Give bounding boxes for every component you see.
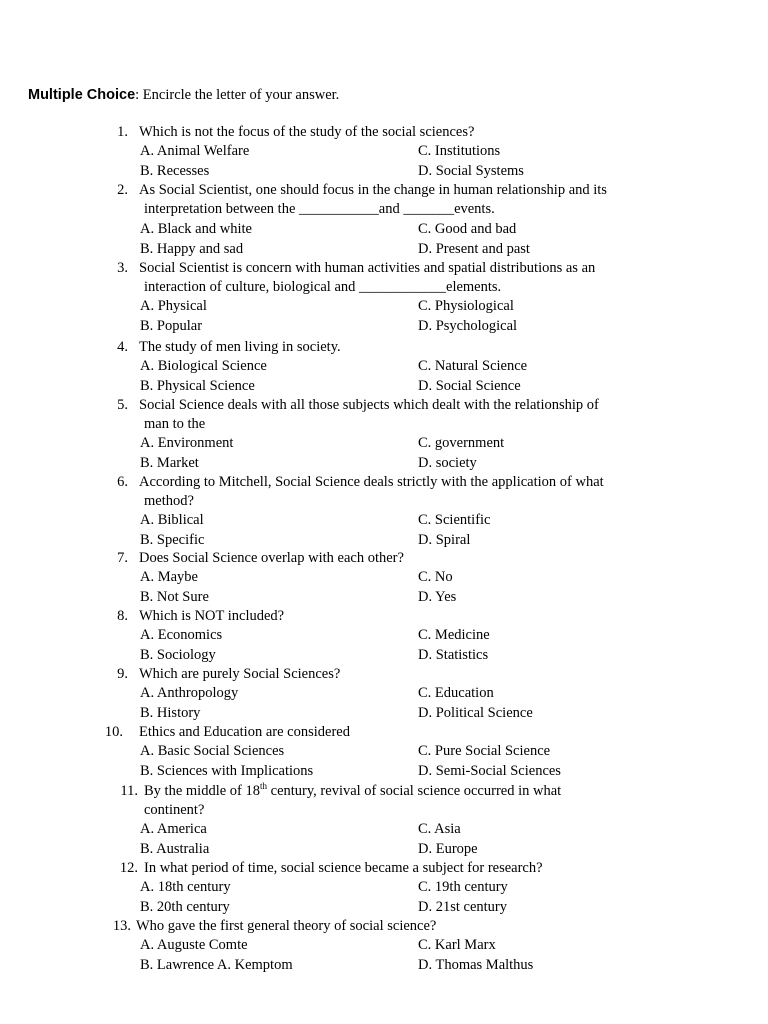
superscript-th: th bbox=[260, 781, 268, 792]
option-b[interactable]: B. Lawrence A. Kemptom bbox=[140, 956, 293, 973]
question-text-continued: continent? bbox=[144, 802, 205, 818]
option-d[interactable]: D. Political Science bbox=[418, 704, 533, 721]
option-d[interactable]: D. Social Systems bbox=[418, 162, 524, 179]
option-c[interactable]: C. Good and bad bbox=[418, 221, 517, 237]
option-b[interactable]: B. Sciences with Implications bbox=[140, 762, 314, 779]
question-number: 4. bbox=[117, 339, 128, 355]
option-b[interactable]: B. 20th century bbox=[140, 898, 230, 915]
question-text: The study of men living in society. bbox=[139, 339, 341, 355]
question-text-continued: method? bbox=[144, 493, 194, 509]
option-c[interactable]: C. Karl Marx bbox=[418, 937, 496, 953]
question-text: As Social Scientist, one should focus in the change in human relationship and its bbox=[139, 182, 607, 198]
option-b[interactable]: B. Sociology bbox=[140, 646, 216, 663]
question-number: 8. bbox=[117, 608, 128, 624]
question-number: 5. bbox=[117, 397, 128, 413]
option-a[interactable]: A. 18th century bbox=[140, 879, 231, 895]
option-a[interactable]: A. Economics bbox=[140, 627, 223, 643]
option-a[interactable]: A. Auguste Comte bbox=[140, 937, 248, 953]
question-text: In what period of time, social science became a subject for research? bbox=[144, 860, 543, 876]
question-number: 12. bbox=[119, 860, 138, 876]
option-c[interactable]: C. Pure Social Science bbox=[418, 743, 551, 759]
question-text: By the middle of 18th century, revival of social science occurred in what bbox=[144, 781, 562, 799]
option-b[interactable]: B. Specific bbox=[140, 531, 205, 548]
option-d[interactable]: D. Europe bbox=[418, 840, 478, 857]
option-d[interactable]: D. Thomas Malthus bbox=[418, 956, 534, 973]
question-1 bbox=[0, 123, 768, 181]
question-5 bbox=[0, 396, 768, 473]
option-b[interactable]: B. History bbox=[140, 704, 201, 721]
option-a[interactable]: A. Maybe bbox=[140, 569, 198, 585]
question-text-continued: man to the bbox=[144, 416, 206, 432]
option-c[interactable]: C. Education bbox=[418, 685, 494, 701]
question-text: Which is NOT included? bbox=[139, 608, 285, 624]
question-number: 6. bbox=[117, 474, 128, 490]
question-text: Social Science deals with all those subjects which dealt with the relationship of bbox=[139, 397, 599, 413]
option-b[interactable]: B. Happy and sad bbox=[140, 240, 244, 257]
question-text: Social Scientist is concern with human activities and spatial distributions as an bbox=[139, 260, 596, 276]
option-c[interactable]: C. 19th century bbox=[418, 879, 508, 895]
option-c[interactable]: C. Medicine bbox=[418, 627, 490, 643]
option-a[interactable]: A. Anthropology bbox=[140, 685, 239, 701]
question-8 bbox=[0, 607, 768, 665]
option-d[interactable]: D. Social Science bbox=[418, 377, 521, 394]
question-11 bbox=[0, 782, 768, 859]
question-4 bbox=[0, 338, 768, 396]
option-c[interactable]: C. Institutions bbox=[418, 143, 501, 159]
option-c[interactable]: C. government bbox=[418, 435, 505, 451]
question-number: 10. bbox=[104, 724, 123, 740]
section-label: Multiple Choice bbox=[28, 87, 136, 103]
question-text: Does Social Science overlap with each other? bbox=[139, 550, 404, 566]
question-text-continued: interaction of culture, biological and ____________elements. bbox=[144, 279, 502, 295]
option-d[interactable]: D. Present and past bbox=[418, 240, 530, 257]
instruction-text: : Encircle the letter of your answer. bbox=[135, 87, 340, 103]
option-b[interactable]: B. Popular bbox=[140, 317, 203, 334]
question-13 bbox=[0, 917, 768, 975]
option-d[interactable]: D. Psychological bbox=[418, 317, 518, 334]
option-c[interactable]: C. Physiological bbox=[418, 298, 514, 314]
question-10 bbox=[0, 723, 768, 781]
option-b[interactable]: B. Physical Science bbox=[140, 377, 255, 394]
question-3 bbox=[0, 259, 768, 336]
option-c[interactable]: C. Natural Science bbox=[418, 358, 528, 374]
option-b[interactable]: B. Market bbox=[140, 454, 199, 471]
option-a[interactable]: A. America bbox=[140, 821, 207, 837]
option-c[interactable]: C. Scientific bbox=[418, 512, 491, 528]
option-d[interactable]: D. Semi-Social Sciences bbox=[418, 762, 561, 779]
question-2 bbox=[0, 181, 768, 259]
option-a[interactable]: A. Biblical bbox=[140, 512, 204, 528]
question-text: Which are purely Social Sciences? bbox=[139, 666, 341, 682]
option-d[interactable]: D. Statistics bbox=[418, 646, 489, 663]
option-b[interactable]: B. Not Sure bbox=[140, 588, 209, 605]
option-a[interactable]: A. Physical bbox=[140, 298, 207, 314]
question-text: Which is not the focus of the study of the social sciences? bbox=[139, 124, 475, 140]
option-d[interactable]: D. Yes bbox=[418, 588, 457, 605]
question-12 bbox=[0, 859, 768, 917]
option-b[interactable]: B. Australia bbox=[140, 840, 210, 857]
option-d[interactable]: D. Spiral bbox=[418, 531, 471, 548]
question-6 bbox=[0, 473, 768, 550]
option-a[interactable]: A. Environment bbox=[140, 435, 234, 451]
option-a[interactable]: A. Basic Social Sciences bbox=[140, 743, 285, 759]
question-number: 7. bbox=[117, 550, 128, 566]
question-number: 2. bbox=[117, 182, 128, 198]
instructions-header bbox=[28, 87, 339, 104]
question-text: Ethics and Education are considered bbox=[139, 724, 350, 740]
option-b[interactable]: B. Recesses bbox=[140, 162, 210, 179]
question-number: 3. bbox=[117, 260, 128, 276]
question-number: 9. bbox=[117, 666, 128, 682]
option-a[interactable]: A. Biological Science bbox=[140, 358, 267, 374]
question-text-continued: interpretation between the ___________and _______events. bbox=[144, 201, 495, 217]
option-a[interactable]: A. Black and white bbox=[140, 221, 252, 237]
question-7 bbox=[0, 549, 768, 607]
question-number: 1. bbox=[117, 124, 128, 140]
option-c[interactable]: C. No bbox=[418, 569, 453, 585]
question-number: 13. bbox=[112, 918, 131, 934]
question-9 bbox=[0, 665, 768, 723]
option-a[interactable]: A. Animal Welfare bbox=[140, 143, 250, 159]
option-d[interactable]: D. society bbox=[418, 454, 477, 471]
question-number: 11. bbox=[120, 783, 138, 799]
option-d[interactable]: D. 21st century bbox=[418, 898, 507, 915]
question-text: Who gave the first general theory of social science? bbox=[136, 918, 437, 934]
option-c[interactable]: C. Asia bbox=[418, 821, 461, 837]
question-text: According to Mitchell, Social Science deals strictly with the application of what bbox=[139, 474, 604, 490]
